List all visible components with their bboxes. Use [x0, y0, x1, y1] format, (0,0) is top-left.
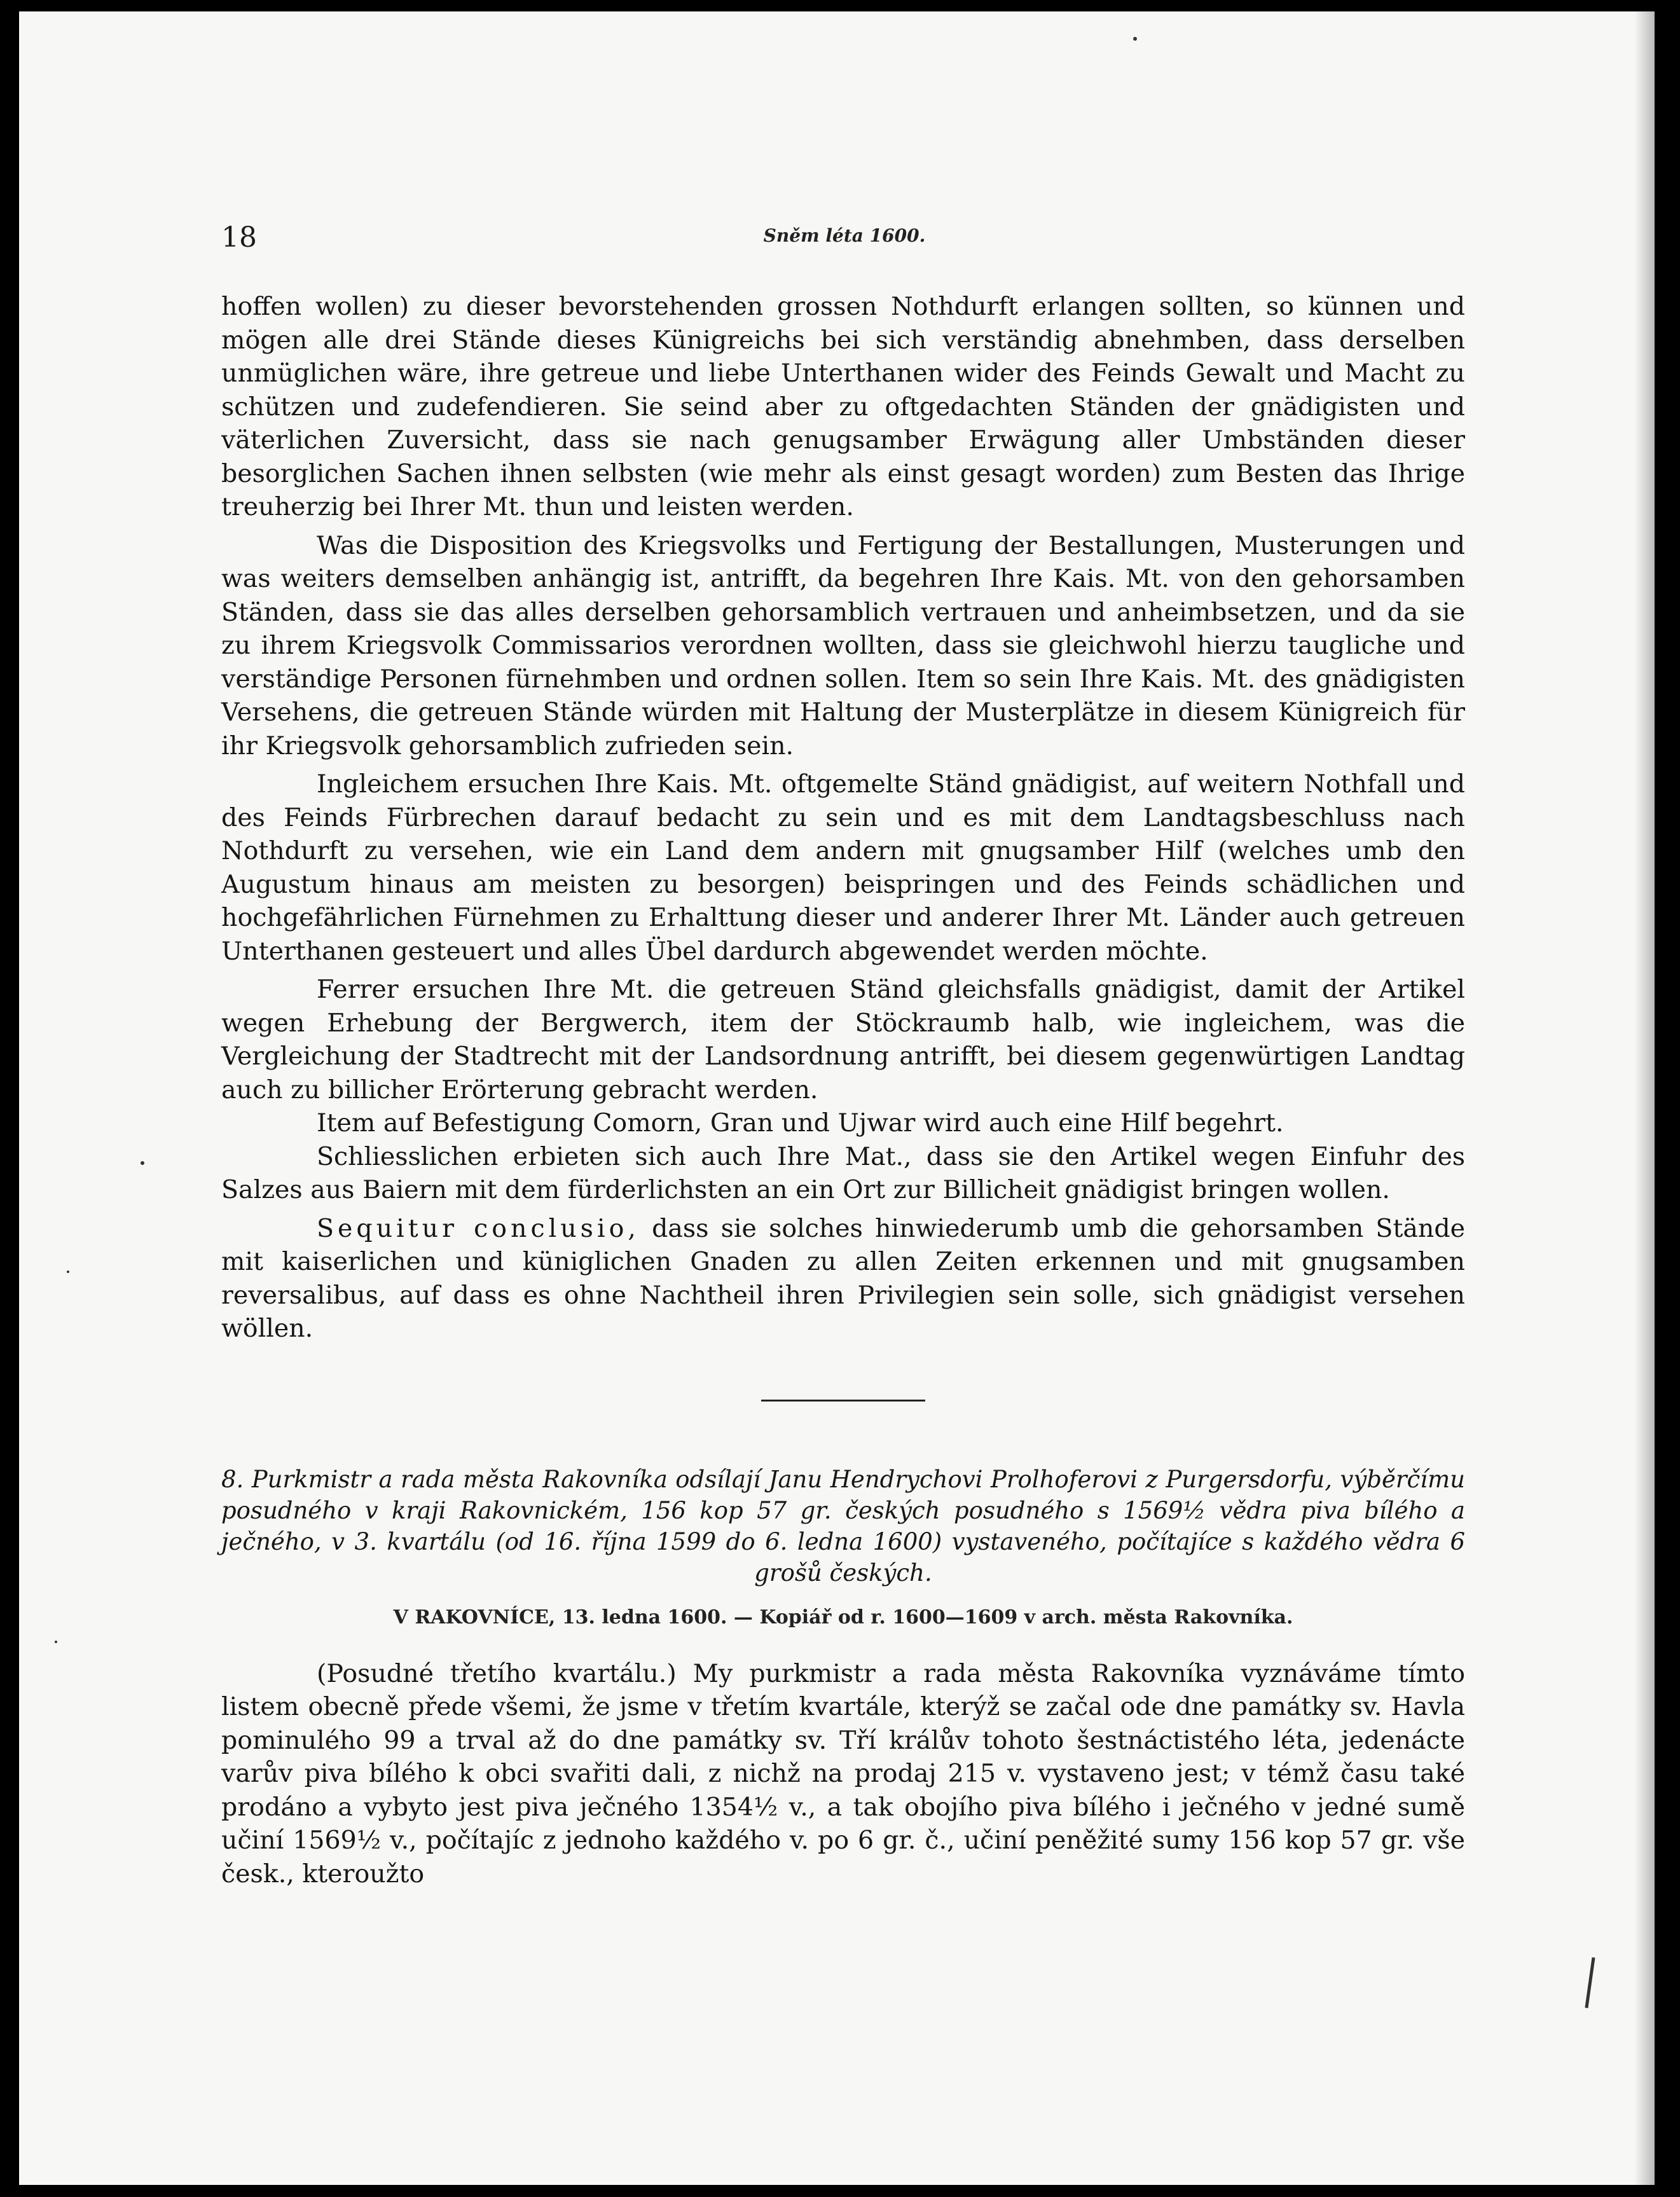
paragraph: Ingleichem ersuchen Ihre Kais. Mt. oftgemelte Ständ gnädigist, auf weitern Nothfall und des Feinds Fürbrechen darauf bedacht zu sein und es mit dem Landtagsbeschluss nach Nothdurft zu versehen, wie ein Land dem andern mit gnugsamber Hilf (welches umb den Augustum hinaus am meisten zu besorgen) beispringen und des Feinds schädlichen und hochgefährlichen Fürnehmen zu Erhalttung dieser und anderer Ihrer Mt. Länder auch getreuen Unterthanen gesteuert und alles Übel dardurch abgewendet werden möchte.: [221, 769, 1465, 966]
document-body: [221, 1657, 1465, 1891]
paragraph: Ferrer ersuchen Ihre Mt. die getreuen Ständ gleichsfalls gnädigist, damit der Artikel wegen Erhebung der Bergwerch, item der Stöckraumb halb, wie ingleichem, was die Vergleichung der Stadtrecht mit der Landsordnung antrifft, bei diesem gegenwürtigen Landtag auch zu billicher Erörterung gebracht werden.: [221, 975, 1465, 1105]
scan-speck: [55, 1641, 57, 1643]
scan-speck: [67, 1271, 69, 1273]
scan-speck: [141, 1161, 144, 1165]
scan-edge-shadow: [1634, 11, 1655, 2185]
scan-speck: [1133, 37, 1137, 41]
conclusio-lead: Sequitur conclusio,: [317, 1213, 640, 1243]
paragraph: Item auf Befestigung Comorn, Gran und Ujwar wird auch eine Hilf begehrt.: [317, 1108, 1284, 1138]
document-body-text: (Posudné třetího kvartálu.) My purkmistr a rada města Rakovníka vyznáváme tímto listem obecně přede všemi, že jsme v třetím kvartále, kterýž se začal ode dne památky sv. Havla pominulého 99 a trval až do dne památky sv. Tří králův tohoto šestnáctistého léta, jedenácte varův piva bílého k obci svařiti dali, z nichž na prodaj 215 v. vystaveno jest; v témž času také prodáno a vybyto jest piva ječného 1354½ v., a tak obojího piva bílého i ječného v jedné sumě učiní 1569½ v., počítajíc z jednoho každého v. po 6 gr. č., učiní peněžité sumy 156 kop 57 gr. vše česk., kteroužto: [221, 1658, 1465, 1889]
document-page: [19, 11, 1655, 2185]
paragraph: hoffen wollen) zu dieser bevorstehenden grossen Nothdurft erlangen sollten, so künnen und mögen alle drei Stände dieses Künigreichs bei sich verständig abnehmben, dass derselben unmüglichen wäre, ihre getreue und liebe Unterthanen wider des Feinds Gewalt und Macht zu schützen und zudefendieren. Sie seind aber zu oftgedachten Ständen der gnädigisten und väterlichen Zuversicht, dass sie nach genugsamber Erwägung aller Umbständen dieser besorglichen Sachen ihnen selbsten (wie mehr als einst gesagt worden) zum Besten das Ihrige treuherzig bei Ihrer Mt. thun und leisten werden.: [221, 292, 1465, 521]
conclusio-text: dass sie solches hinwiederumb umb die gehorsamben Stände mit kaiserlichen und küniglichen Gnaden zu allen Zeiten erkennen und mit gnugsamben reversalibus, auf dass es ohne Nachtheil ihren Privilegien sein solle, sich gnädigist versehen wöllen.: [221, 1213, 1465, 1343]
page-header: [221, 221, 1468, 259]
paragraph: Was die Disposition des Kriegsvolks und Fertigung der Bestallungen, Musterungen und was weiters demselben anhängig ist, antrifft, da begehren Ihre Kais. Mt. von den gehorsamben Ständen, dass sie das alles derselben gehorsamblich vertrauen und anheimbsetzen, und da sie zu ihrem Kriegsvolk Commissarios verordnen wollten, dass sie gleichwohl hierzu taugliche und verständige Personen fürnehmben und ordnen sollen. Item so sein Ihre Kais. Mt. des gnädigisten Versehens, die getreuen Stände würden mit Haltung der Musterplätze in diesem Künigreich für ihr Kriegsvolk gehorsamblich zufrieden sein.: [221, 530, 1465, 761]
document-heading-text: 8. Purkmistr a rada města Rakovníka odsílají Janu Hendrychovi Prolhoferovi z Purgersdorfu, výběrčímu posudného v kraji Rakovnickém, 156 kop 57 gr. českých posudného s 1569½ vědra piva bílého a ječného, v 3. kvartálu (od 16. října 1599 do 6. ledna 1600) vystaveného, počítajíce s každého vědra 6 grošů českých.: [221, 1465, 1465, 1587]
document-heading: [221, 1464, 1465, 1588]
page-body: [221, 290, 1465, 1891]
section-divider: [761, 1400, 925, 1402]
running-title: Sněm léta 1600.: [763, 225, 926, 246]
paragraph: Schliesslichen erbieten sich auch Ihre Mat., dass sie den Artikel wegen Einfuhr des Salzes aus Baiern mit dem fürderlichsten an ein Ort zur Billicheit gnädigist bringen wollen.: [221, 1141, 1465, 1204]
page-number: 18: [221, 221, 257, 254]
conclusio-paragraph: [221, 1212, 1465, 1346]
document-source: V RAKOVNÍCE, 13. ledna 1600. — Kopiář od r. 1600—1609 v arch. města Rakovníka.: [393, 1606, 1293, 1629]
scan-artifact-line: [1585, 1957, 1595, 2008]
